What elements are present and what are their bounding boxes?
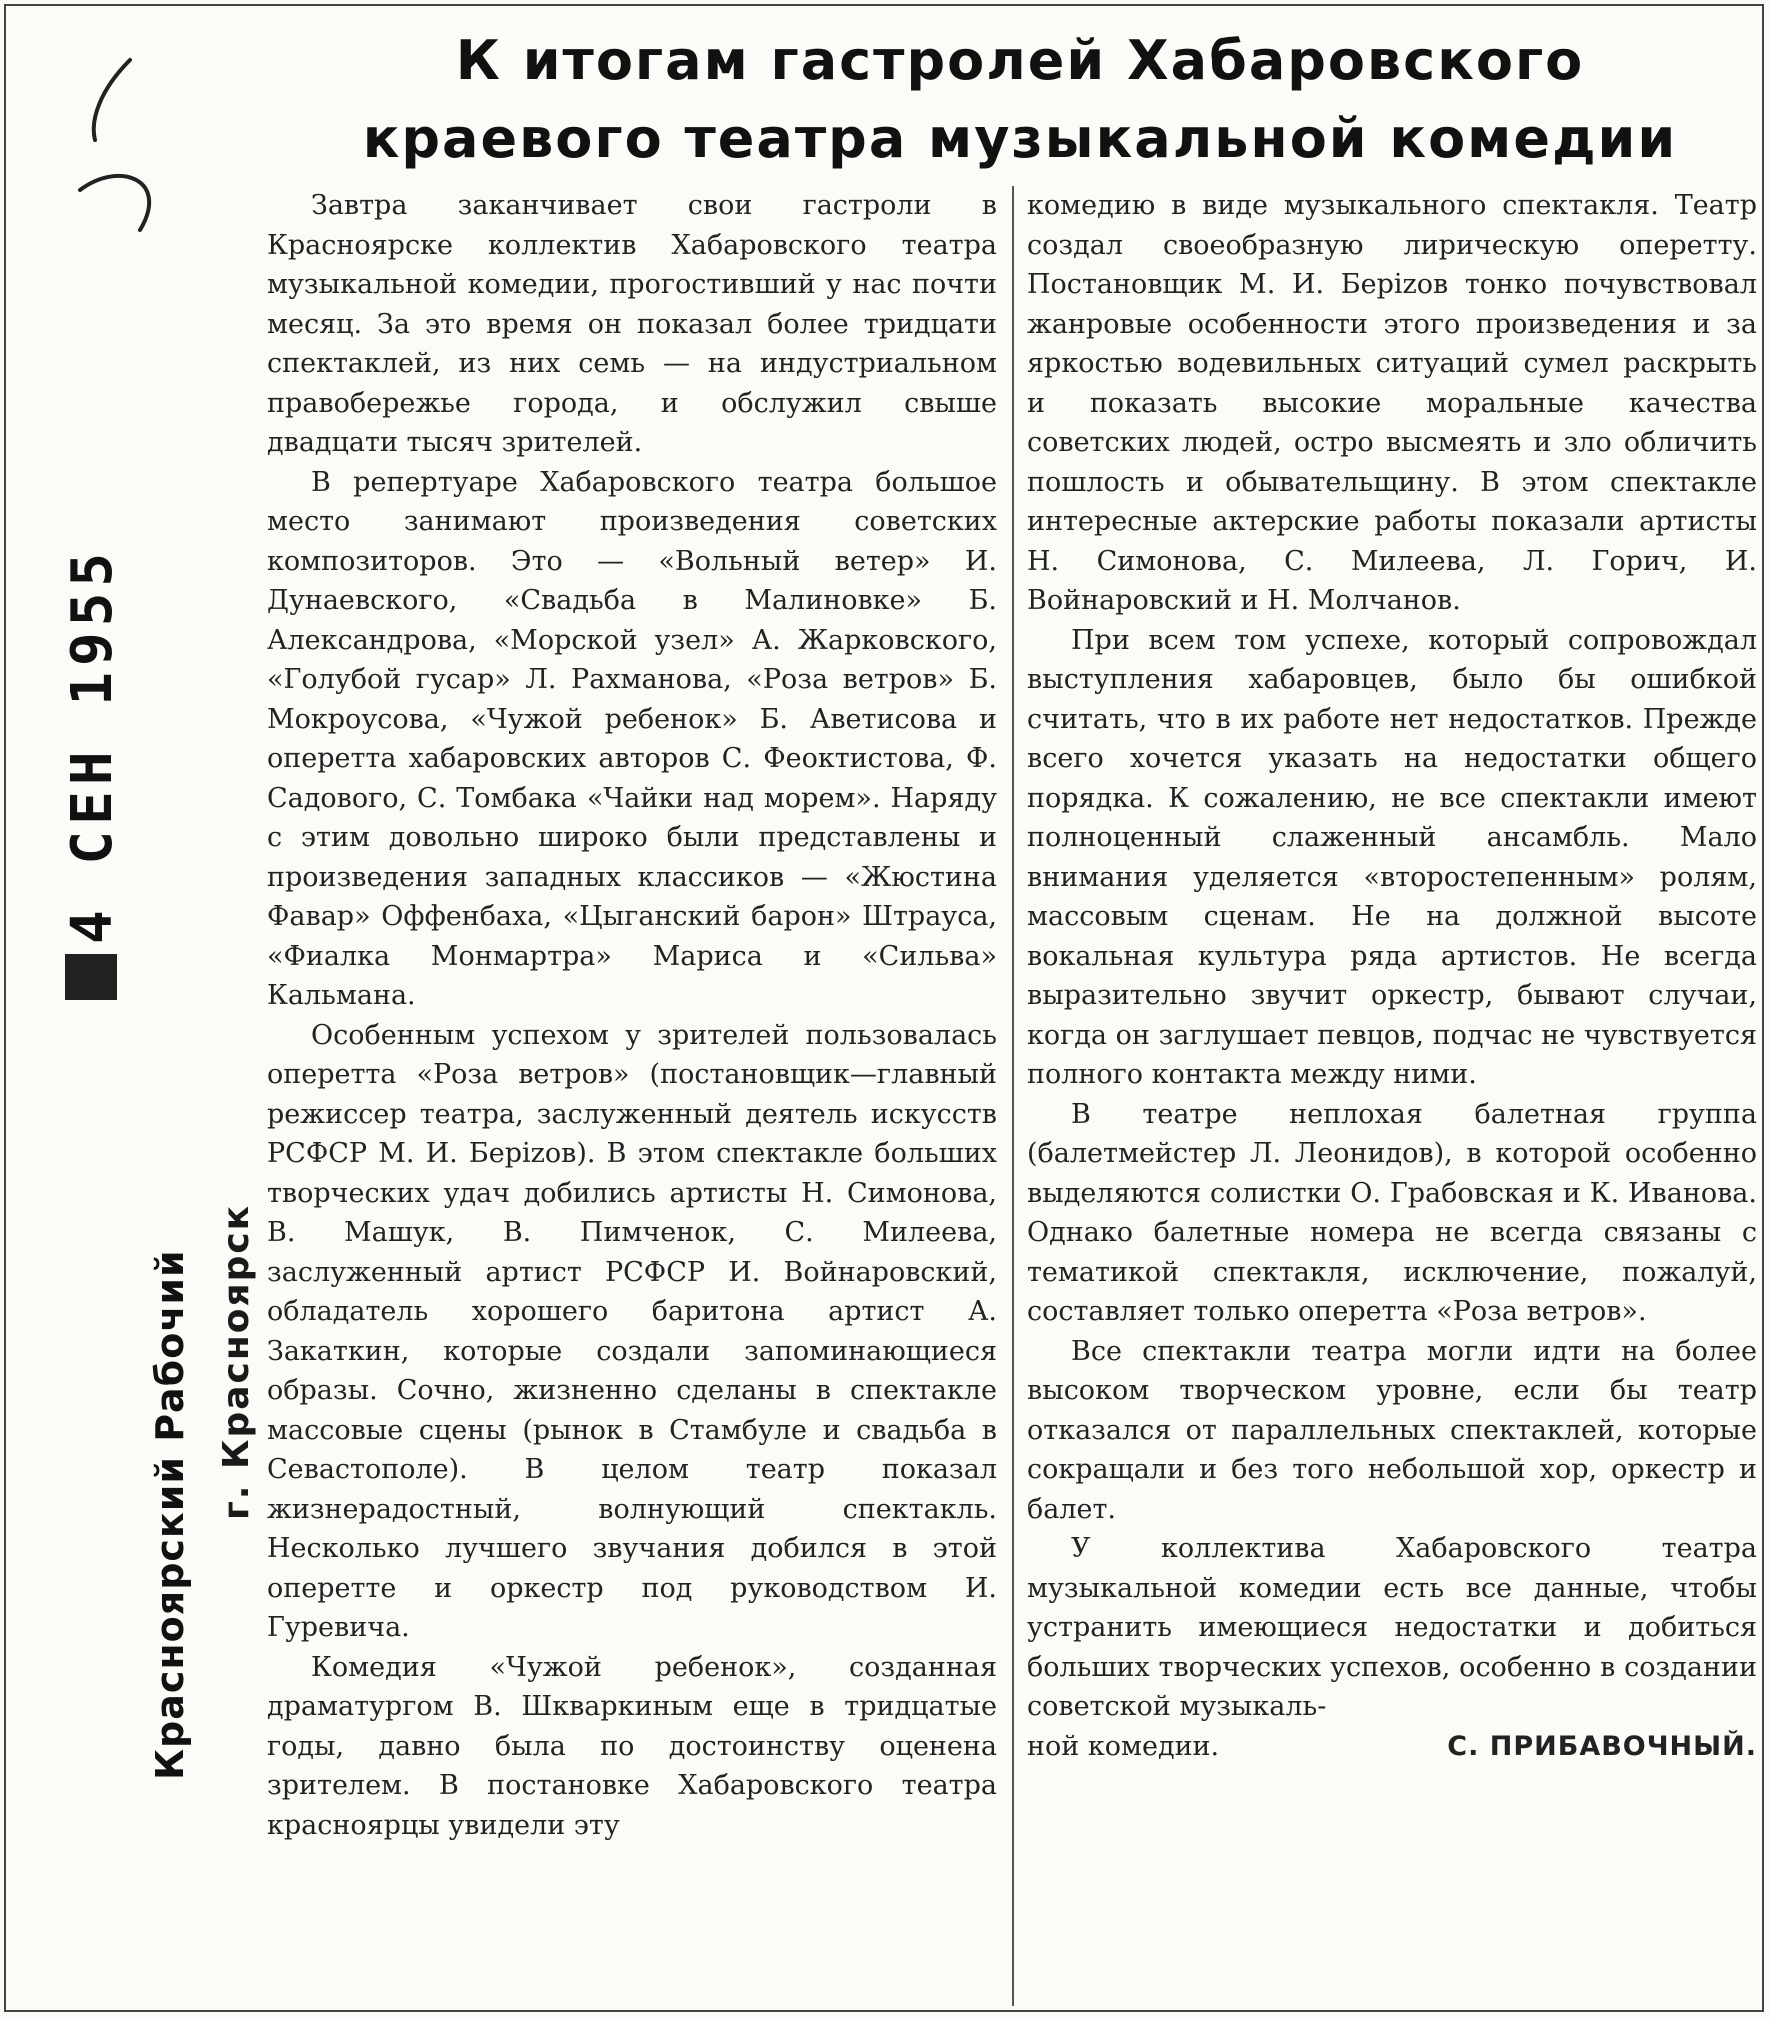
paragraph: У коллектива Хабаровского театра музыкальной комедии есть все данные, чтобы устранить имеющиеся недостатки и добиться больших творческих успехов, особенно в создании советской музыкаль-	[1027, 1533, 1757, 1722]
article-column-left	[267, 186, 997, 1845]
article-headline-line-2: краевого театра музыкальной комедии	[362, 107, 1678, 170]
article-headline-line-1: К итогам гастролей Хабаровского	[455, 29, 1585, 92]
paragraph: В репертуаре Хабаровского театра большое место занимают произведения советских композиторов. Это — «Вольный ветер» И. Дунаевского, «Свадьба в Малиновке» Б. Александрова, «Морской узел» А. Жарковского, «Голубой гусар» Л. Рахманова, «Роза ветров» Б. Мокроусова, «Чужой ребенок» Б. Аветисова и оперетта хабаровских авторов С. Феоктистова, Ф. Садового, С. Томбака «Чайки над морем». Наряду с этим довольно широко были представлены и произведения западных классиков — «Жюстина Фавар» Оффенбаха, «Цыганский барон» Штрауса, «Фиалка Монмартра» Мариса и «Сильва» Кальмана.	[267, 466, 997, 1011]
paragraph: комедию в виде музыкального спектакля. Театр создал своеобразную лирическую оперетту. Постановщик М. И. Берizов тонко почувствовал жанровые особенности этого произведения и за яркостью водевильных ситуаций сумел раскрыть и показать высокие моральные качества советских людей, остро высмеять и зло обличить пошлость и обывательщину. В этом спектакле интересные актерские работы показали артисты Н. Симонова, С. Милеева, Л. Горич, И. Войнаровский и Н. Молчанов.	[1027, 190, 1757, 616]
paragraph: В театре неплохая балетная группа (балетмейстер Л. Леонидов), в которой особенно выделяются солистки О. Грабовская и К. Иванова. Однако балетные номера не всегда связаны с тематикой спектакля, исключение, пожалуй, составляет только оперетта «Роза ветров».	[1027, 1098, 1757, 1327]
paragraph: При всем том успехе, который сопровождал выступления хабаровцев, было бы ошибкой считать, что в их работе нет недостатков. Прежде всего хочется указать на недостатки общего порядка. К сожалению, не все спектакли имеют полноценный слаженный ансамбль. Мало внимания уделяется «второстепенным» ролям, массовым сценам. Не на должной высоте вокальная культура ряда артистов. Не всегда выразительно звучит оркестр, бывают случаи, когда он заглушает певцов, подчас не чувствуется полного контакта между ними.	[1027, 624, 1757, 1090]
column-divider	[1012, 186, 1014, 2006]
newspaper-name-stamp: Красноярский Рабочий	[148, 1249, 192, 1780]
paragraph: Все спектакли театра могли идти на более высоком творческом уровне, если бы театр отказался от параллельных спектаклей, которые сокращали и без того небольшой хор, оркестр и балет.	[1027, 1335, 1757, 1525]
author-signature: С. ПРИБАВОЧНЫЙ.	[1447, 1730, 1757, 1762]
paragraph: Завтра заканчивает свои гастроли в Красноярске коллектив Хабаровского театра музыкальной комедии, прогостивший у нас почти месяц. За это время он показал более тридцати спектаклей, из них семь — на индустриальном правобережье города, и обслужил свыше двадцати тысяч зрителей.	[267, 190, 997, 458]
handwritten-pen-mark	[60, 40, 190, 250]
ink-blot	[65, 954, 117, 1000]
city-stamp: г. Красноярск	[216, 1203, 257, 1520]
closing-text: ной комедии.	[1027, 1730, 1220, 1762]
date-stamp-text: 4 СЕН 1955	[60, 546, 125, 944]
paragraph: Особенным успехом у зрителей пользовалась оперетта «Роза ветров» (постановщик—главный режиссер театра, заслуженный деятель искусств РСФСР М. И. Берizов). В этом спектакле больших творческих удач добились артисты Н. Симонова, В. Машук, В. Пимченок, С. Милеева, заслуженный артист РСФСР И. Войнаровский, обладатель хорошего баритона артист А. Закаткин, которые создали запоминающиеся образы. Сочно, жизненно сделаны в спектакле массовые сцены (рынок в Стамбуле и свадьба в Севастополе). В целом театр показал жизнерадостный, волнующий спектакль. Несколько лучшего звучания добился в этой оперетте и оркестр под руководством И. Гуревича.	[267, 1019, 997, 1643]
article-column-right	[1027, 186, 1757, 1766]
closing-line	[1027, 1727, 1757, 1767]
paragraph: Комедия «Чужой ребенок», созданная драматургом В. Шкваркиным еще в тридцатые годы, давно была по достоинству оценена зрителем. В постановке Хабаровского театра красноярцы увидели эту	[267, 1651, 997, 1841]
date-stamp	[60, 547, 125, 1000]
